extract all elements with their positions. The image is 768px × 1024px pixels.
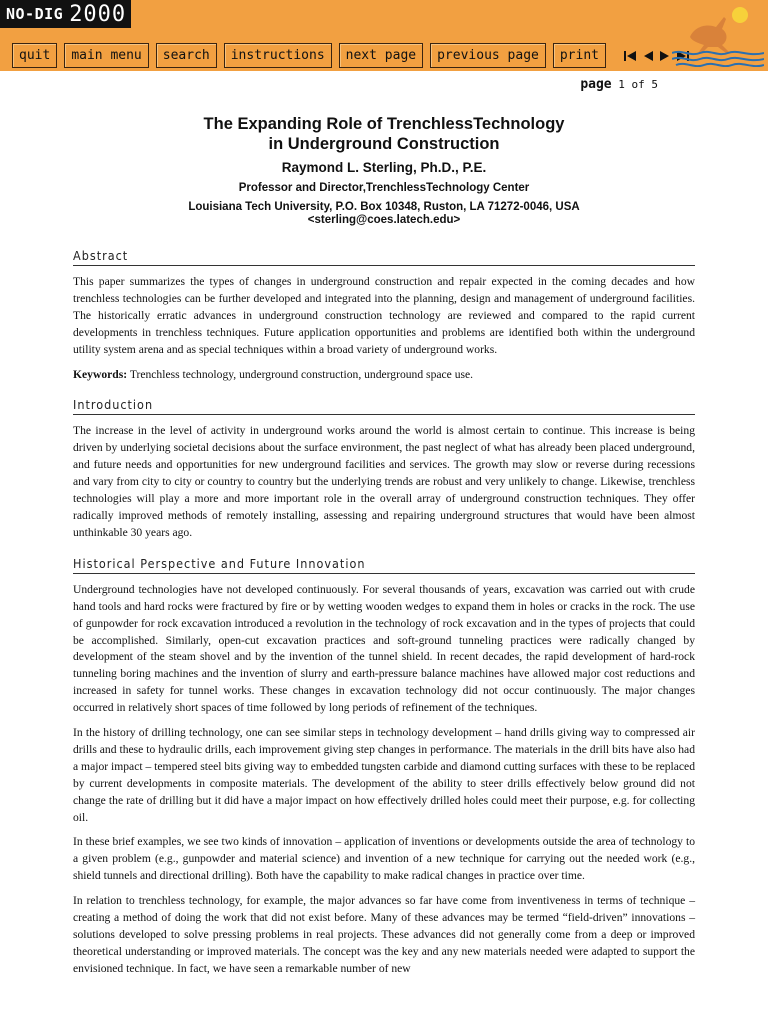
previous-page-icon[interactable]: [642, 49, 654, 63]
history-paragraph-4: In relation to trenchless technology, for example, the major advances so far have come from inventiveness in terms of technique – creating a method of doing the work that did not exist before. Many of these advances may be termed “field-driven” innovations – solutions developed to solve pressing problems in real projects. These advances did not generally come from a deep or improved theoretical understanding or improved materials. The concept was the key and any new materials needed were adapted to support the envisioned technique. In fact, we have seen a remarkable number of new: [73, 894, 695, 975]
quit-button[interactable]: quit: [12, 43, 57, 68]
abstract-text: This paper summarizes the types of changes in underground construction and repair expected in the coming decades and how trenchless technologies can be further developed and integrated into the planning, design and management of underground facilities. The historically erratic advances in underground construction technology are reviewed and compared to the rapid current developments in trenchless techniques. Future application opportunities and problems are identified both within the underground utility system arena and as special techniques within a broad variety of underground works.: [73, 275, 695, 356]
keywords-label: Keywords:: [73, 367, 128, 381]
keywords-line: [73, 367, 695, 384]
introduction-text: The increase in the level of activity in underground works around the world is almost certain to continue. This increase is being driven by underlying societal decisions about the surface environment, the past neglect of what has already been placed underground, and future needs and opportunities for new underground facilities and services. The growth may slow or reverse during recessions and vary from city to city or country to country but the underlying trends are robust and very unlikely to change. Likewise, trenchless technologies will play a more and more important role in the overall array of underground construction techniques. They offer radically improved methods of remotely installing, assessing and repairing underground structures that would have been almost unthinkable 30 years ago.: [73, 424, 695, 539]
next-page-icon[interactable]: [659, 49, 671, 63]
logo-year: 2000: [69, 1, 127, 27]
keywords-text: Trenchless technology, underground construction, underground space use.: [129, 367, 474, 381]
print-button[interactable]: print: [553, 43, 606, 68]
kangaroo-sun-emblem: [672, 3, 764, 67]
paper-title-line2: in Underground Construction: [268, 135, 500, 153]
paper-title-line1: The Expanding Role of TrenchlessTechnology: [203, 115, 565, 133]
logo-text: NO-DIG: [6, 5, 64, 23]
paper-body: [73, 248, 695, 986]
author-address: Louisiana Tech University, P.O. Box 10348, Ruston, LA 71272-0046, USA: [188, 201, 580, 213]
history-paragraph-3: In these brief examples, we see two kinds of innovation – application of inventions or developments outside the area of technology to a given problem (e.g., gunpowder and material science) and invention of a new technique for carrying out the needed work (e.g., shield tunnels and directional drilling). Both have the capability to make radical changes in practice over time.: [73, 835, 695, 883]
previous-page-button[interactable]: previous page: [430, 43, 546, 68]
page-current: 1: [618, 78, 625, 91]
page-label: page: [580, 77, 612, 92]
page-total: of 5: [631, 78, 658, 91]
no-dig-logo[interactable]: [0, 0, 131, 28]
next-page-button[interactable]: next page: [339, 43, 423, 68]
top-banner: [0, 0, 768, 71]
history-paragraph-1: Underground technologies have not developed continuously. For several thousands of years, excavation was carried out with crude hand tools and hard rocks were fractured by fire or by wetting wooden wedges to expand them in holes or cracks in the rock. The use of gunpowder for rock excavation introduced a revolution in the technology of rock excavation and in the types of projects that could be accomplished. Similarly, open-cut excavation practices and soft-ground tunneling practices were radically changed by development of the steam shovel and by the invention of the tunnel shield. In recent decades, the rapid development of hard-rock tunneling boring machines and the invention of slurry and earth-pressure balance machines have allowed major cost reductions and increased in safety for tunnel works. These changes in excavation technology did not occur continuously. The major changes occurred in relatively short spaces of time followed by long periods of refinement of the techniques.: [73, 582, 695, 715]
abstract-heading: Abstract: [73, 248, 695, 266]
author-position: Professor and Director,TrenchlessTechnology Center: [238, 182, 530, 194]
author-email[interactable]: <sterling@coes.latech.edu>: [307, 214, 461, 226]
title-block: [73, 114, 695, 226]
history-paragraph-2: In the history of drilling technology, one can see similar steps in technology development – hand drills giving way to compressed air drills and these to hydraulic drills, each improvement giving step changes in performance. The materials in the drill bits have also had a major impact – tempered steel bits giving way to embedded tungsten carbide and diamond cutting surfaces with these to be replaced by current developments in composite materials. The development of the ability to steer drills effectively below ground did not change the rate of drilling but it did have a major impact on how effectively drilled holes could meet their purpose, e.g. for collecting oil.: [73, 726, 695, 824]
history-heading: Historical Perspective and Future Innovation: [73, 556, 695, 574]
introduction-heading: Introduction: [73, 397, 695, 415]
author-name: Raymond L. Sterling, Ph.D., P.E.: [281, 160, 487, 175]
nav-bar: [12, 43, 690, 68]
first-page-icon[interactable]: [623, 49, 637, 63]
instructions-button[interactable]: instructions: [224, 43, 332, 68]
main-menu-button[interactable]: main menu: [64, 43, 148, 68]
page-counter: [580, 77, 658, 92]
search-button[interactable]: search: [156, 43, 217, 68]
